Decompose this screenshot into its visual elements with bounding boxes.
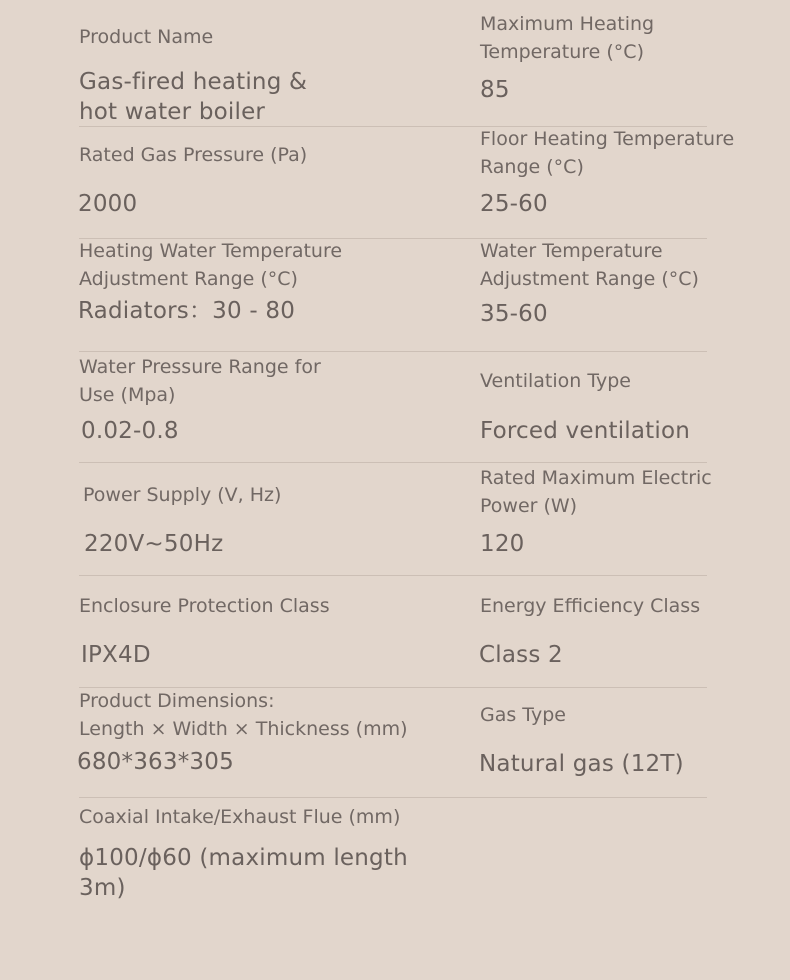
spec-value: Class 2 <box>479 642 563 668</box>
spec-label: Gas Type <box>480 704 566 726</box>
spec-label: Product Dimensions: Length × Width × Thickness (mm) <box>79 690 408 740</box>
row-divider <box>79 797 707 798</box>
spec-value: 120 <box>480 531 525 557</box>
spec-value: 0.02-0.8 <box>81 418 179 444</box>
spec-label: Enclosure Protection Class <box>79 595 330 617</box>
spec-value: 35-60 <box>480 301 548 327</box>
spec-label: Energy Efficiency Class <box>480 595 701 617</box>
spec-label: Product Name <box>79 26 214 48</box>
spec-value: Natural gas (12T) <box>479 751 684 777</box>
spec-label: Coaxial Intake/Exhaust Flue (mm) <box>79 806 401 828</box>
spec-label: Rated Maximum Electric Power (W) <box>480 467 712 517</box>
spec-value: Gas-fired heating & hot water boiler <box>79 69 308 125</box>
spec-label: Maximum Heating Temperature (°C) <box>480 13 655 63</box>
spec-value: 2000 <box>78 191 138 217</box>
spec-label: Water Temperature Adjustment Range (°C) <box>480 240 699 290</box>
spec-value: Radiators：30 - 80 <box>78 298 296 324</box>
spec-value: IPX4D <box>81 642 151 668</box>
spec-value: 85 <box>480 77 510 103</box>
row-divider <box>79 462 707 463</box>
spec-label: Rated Gas Pressure (Pa) <box>79 144 308 166</box>
spec-value: Forced ventilation <box>480 418 691 444</box>
spec-label: Power Supply (V, Hz) <box>83 484 282 506</box>
spec-value: 220V~50Hz <box>84 531 224 557</box>
spec-label: Floor Heating Temperature Range (°C) <box>480 128 735 178</box>
row-divider <box>79 351 707 352</box>
spec-value: 680*363*305 <box>77 749 234 775</box>
spec-label: Heating Water Temperature Adjustment Range (°C) <box>79 240 343 290</box>
spec-value: 25-60 <box>480 191 548 217</box>
row-divider <box>79 575 707 576</box>
spec-value: ϕ100/ϕ60 (maximum length 3m) <box>79 845 408 901</box>
spec-label: Water Pressure Range for Use (Mpa) <box>79 356 321 406</box>
spec-label: Ventilation Type <box>480 370 631 392</box>
